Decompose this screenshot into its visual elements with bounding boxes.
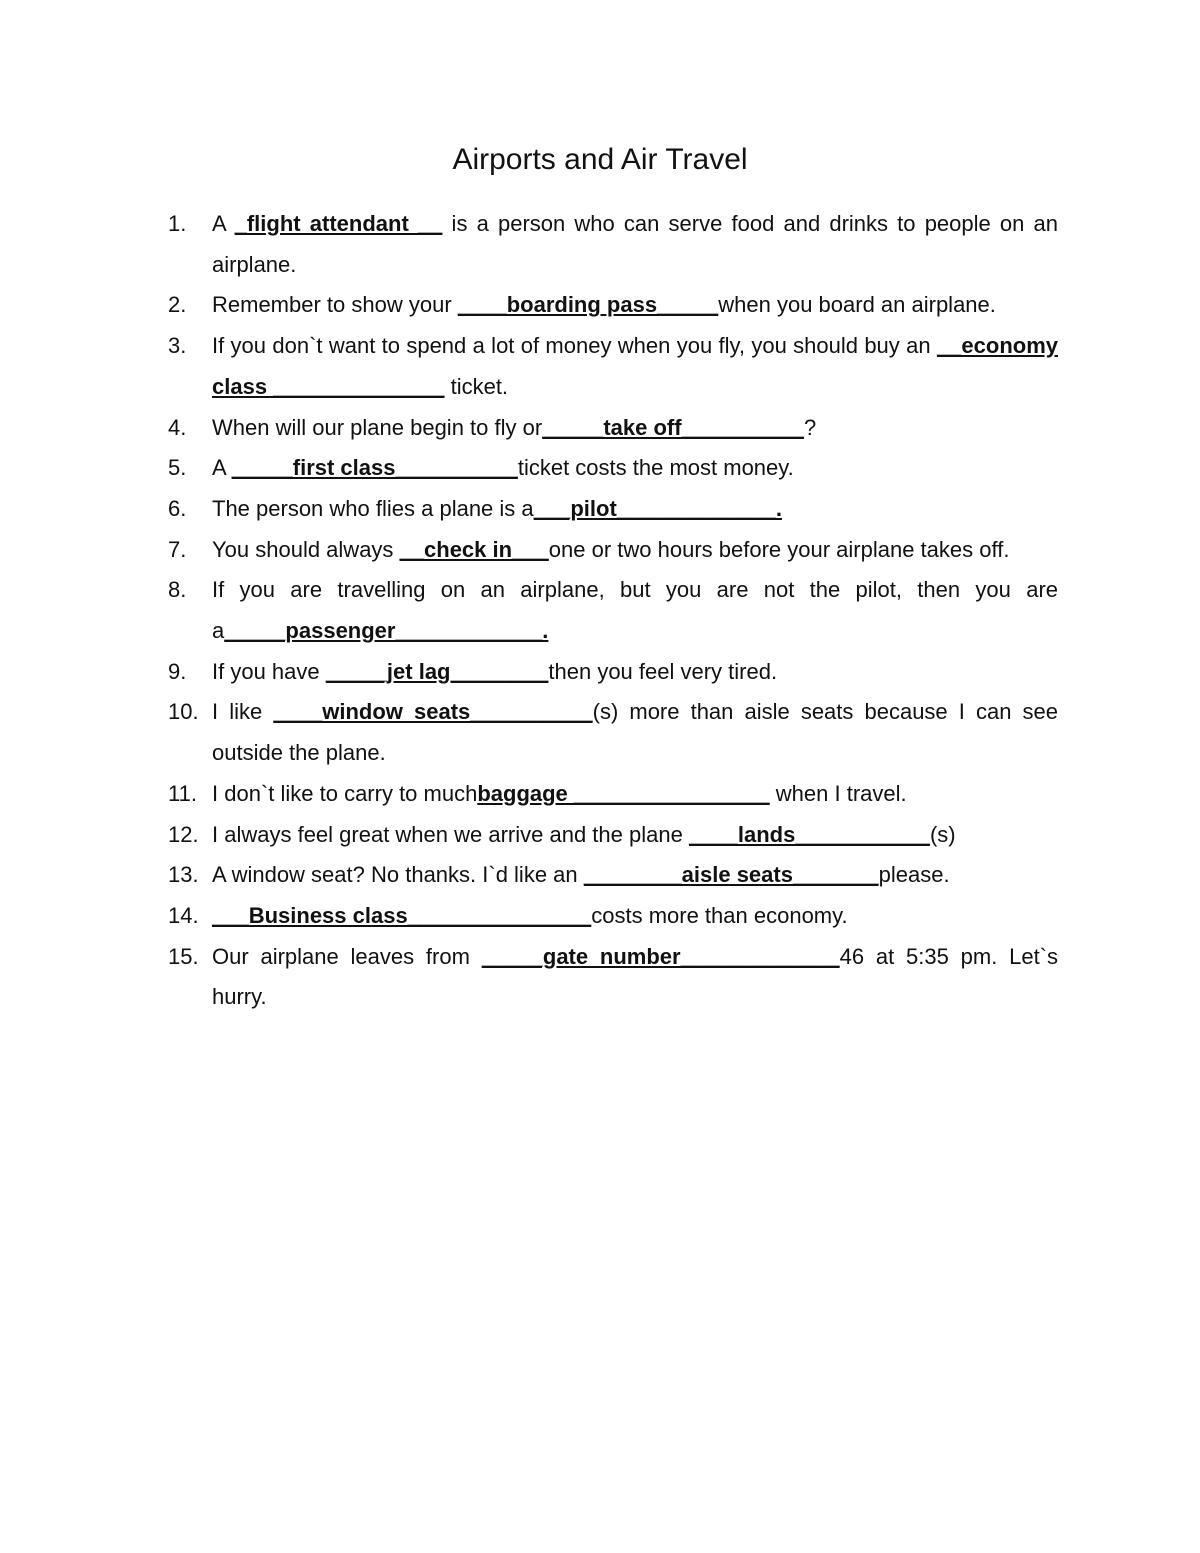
list-item [168, 652, 1058, 693]
question-list [168, 204, 1058, 1018]
list-item [168, 896, 1058, 937]
item-text: The person who flies a plane is a___pilot_____________. [212, 495, 782, 521]
item-text: When will our plane begin to fly or_____take off__________? [212, 414, 817, 440]
answer-fill: _____first class__________ [231, 455, 518, 481]
list-item [168, 285, 1058, 326]
item-number: 3. [168, 333, 187, 359]
item-number: 10. [168, 699, 199, 725]
answer-fill: ____boarding pass_____ [457, 292, 719, 318]
item-number: 4. [168, 414, 187, 440]
item-text: A window seat? No thanks. I`d like an ________aisle seats_______please. [212, 862, 950, 888]
item-number: 2. [168, 292, 187, 318]
list-item [168, 815, 1058, 856]
answer-fill: __economy class ______________ [212, 333, 1058, 399]
list-item [168, 204, 1058, 285]
item-text: Our airplane leaves from _____gate number_____________46 at 5:35 pm. Let`s hurry. [212, 943, 1059, 1010]
list-item [168, 408, 1058, 449]
page-title: Airports and Air Travel [452, 143, 748, 176]
item-number: 15. [168, 943, 199, 969]
item-number: 5. [168, 455, 187, 481]
item-number: 1. [168, 211, 187, 236]
answer-fill: __check in___ [399, 536, 549, 562]
list-item [168, 448, 1058, 489]
item-number: 12. [168, 821, 199, 847]
list-item [168, 692, 1058, 773]
list-item [168, 570, 1058, 651]
item-text: If you don`t want to spend a lot of money when you fly, you should buy an __economy class ______________ ticket. [212, 333, 1058, 399]
answer-fill: _____gate number_____________ [481, 943, 840, 969]
item-text: I always feel great when we arrive and the plane ____lands___________(s) [212, 821, 956, 847]
answer-fill: ____lands___________ [688, 821, 930, 847]
answer-fill: baggage ________________ [477, 780, 770, 806]
item-text: ___Business class_______________costs more than economy. [212, 902, 848, 928]
item-text: I like ____window seats__________(s) more than aisle seats because I can see outside the plane. [212, 699, 1058, 766]
item-number: 11. [168, 780, 197, 806]
answer-fill: ____window seats__________ [273, 699, 593, 725]
item-number: 13. [168, 862, 199, 888]
answer-fill: ___Business class_______________ [212, 902, 592, 928]
list-item [168, 774, 1058, 815]
list-item [168, 489, 1058, 530]
list-item [168, 937, 1058, 1018]
list-item [168, 855, 1058, 896]
answer-fill: _flight attendant __ [234, 211, 443, 236]
item-text: Remember to show your ____boarding pass_____when you board an airplane. [212, 292, 996, 318]
item-text: A _____first class__________ticket costs the most money. [212, 455, 794, 481]
item-text: If you have _____jet lag________then you feel very tired. [212, 658, 778, 684]
answer-fill: _____jet lag________ [325, 658, 549, 684]
item-text: I don`t like to carry to muchbaggage ________________ when I travel. [212, 780, 907, 806]
item-number: 14. [168, 902, 199, 928]
answer-fill: _____passenger____________. [224, 618, 549, 644]
list-item [168, 530, 1058, 571]
answer-fill: _____take off__________ [542, 414, 804, 440]
item-number: 7. [168, 536, 187, 562]
item-number: 8. [168, 577, 187, 603]
list-item [168, 326, 1058, 407]
item-number: 9. [168, 658, 187, 684]
item-text: If you are travelling on an airplane, but you are not the pilot, then you are a_____passenger____________. [212, 577, 1058, 644]
item-text: A _flight attendant __ is a person who can serve food and drinks to people on an airplane. [212, 211, 1059, 277]
answer-fill: ________aisle seats_______ [583, 862, 879, 888]
answer-fill: ___pilot_____________. [533, 495, 782, 521]
item-number: 6. [168, 495, 187, 521]
item-text: You should always __check in___one or two hours before your airplane takes off. [212, 536, 1010, 562]
